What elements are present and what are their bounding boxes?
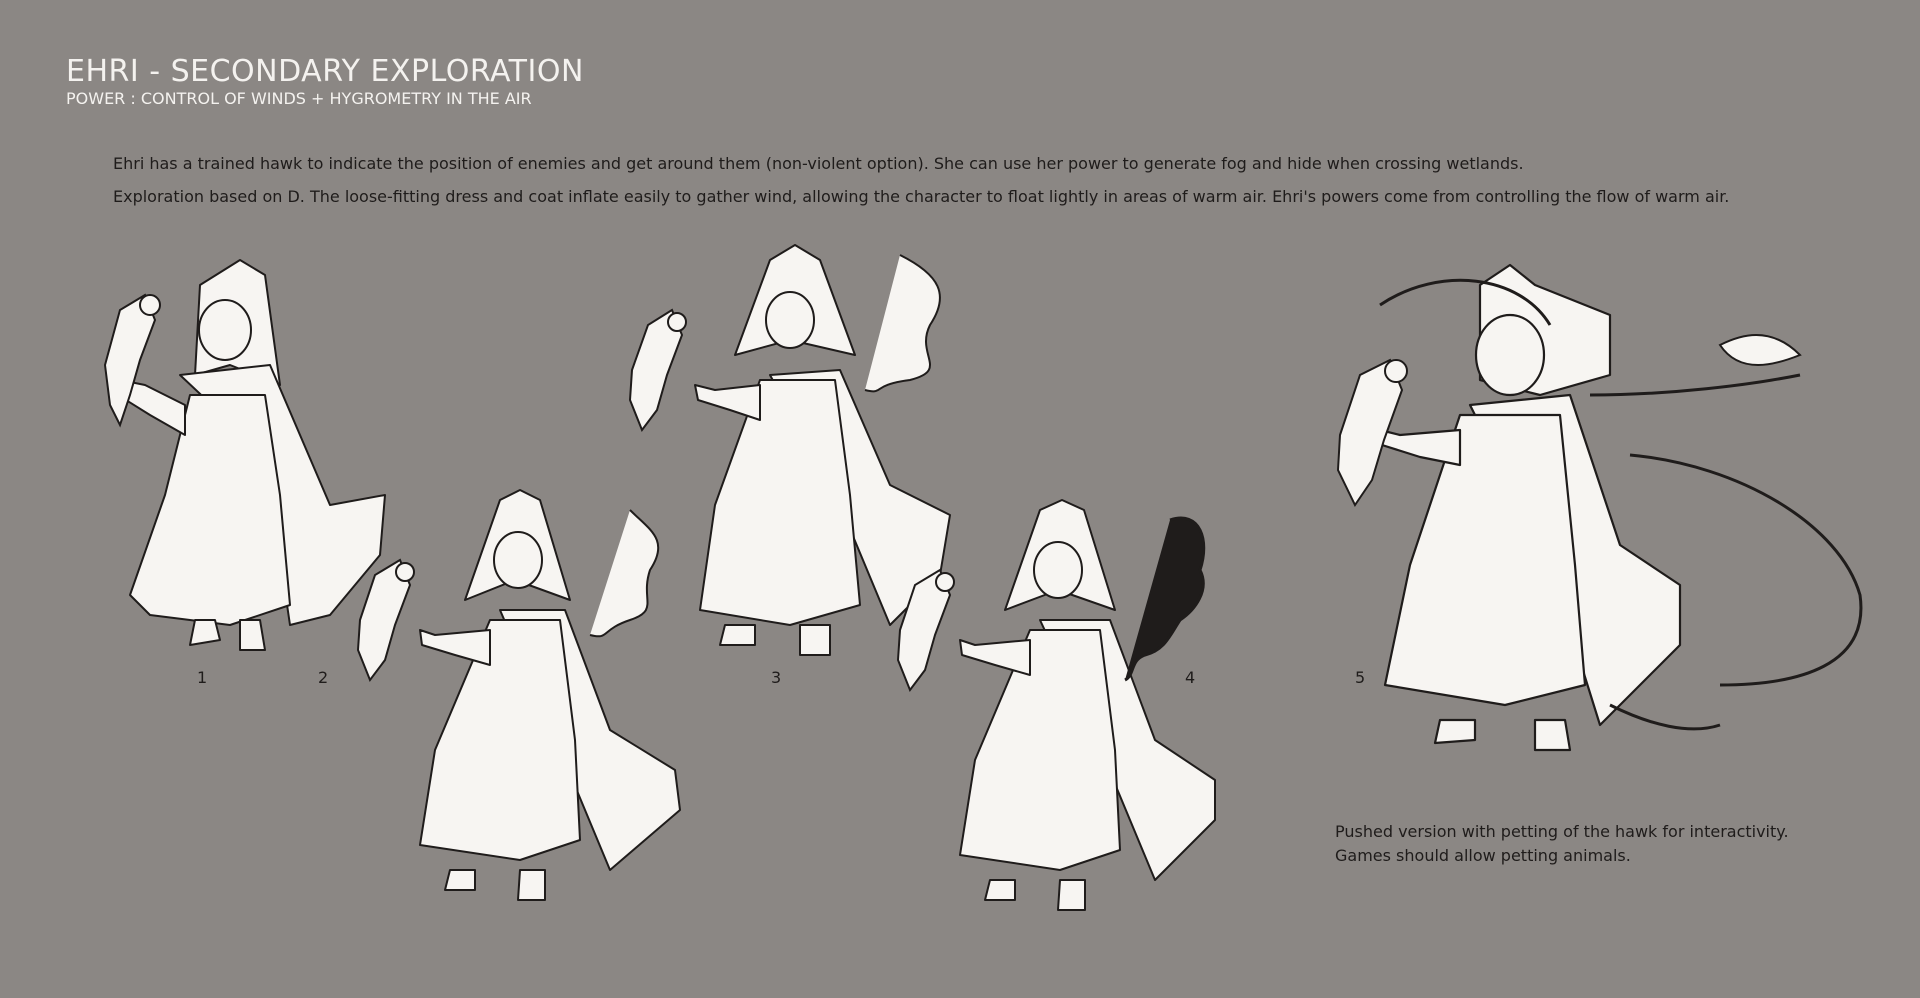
page-title: EHRI - SECONDARY EXPLORATION	[66, 54, 584, 89]
sketch-label-2: 2	[318, 668, 329, 687]
sketch-label-4: 4	[1185, 668, 1196, 687]
character-sketch-4	[890, 500, 1230, 930]
sketch-label-3: 3	[771, 668, 782, 687]
character-sketch-5	[1320, 265, 1880, 805]
page-subtitle: POWER : CONTROL OF WINDS + HYGROMETRY IN THE AIR	[66, 89, 532, 108]
description-line-2: Exploration based on D. The loose-fitting dress and coat inflate easily to gather wind, allowing the character to float lightly in areas of warm air. Ehri's powers come from controlling the flow of warm air.	[113, 187, 1730, 206]
sketch-label-1: 1	[197, 668, 208, 687]
character-sketch-1	[50, 255, 390, 675]
note-line-1: Pushed version with petting of the hawk for interactivity.	[1335, 822, 1789, 841]
sketch-label-5: 5	[1355, 668, 1366, 687]
description-line-1: Ehri has a trained hawk to indicate the position of enemies and get around them (non-violent option). She can use her power to generate fog and hide when crossing wetlands.	[113, 154, 1524, 173]
note-line-2: Games should allow petting animals.	[1335, 846, 1631, 865]
